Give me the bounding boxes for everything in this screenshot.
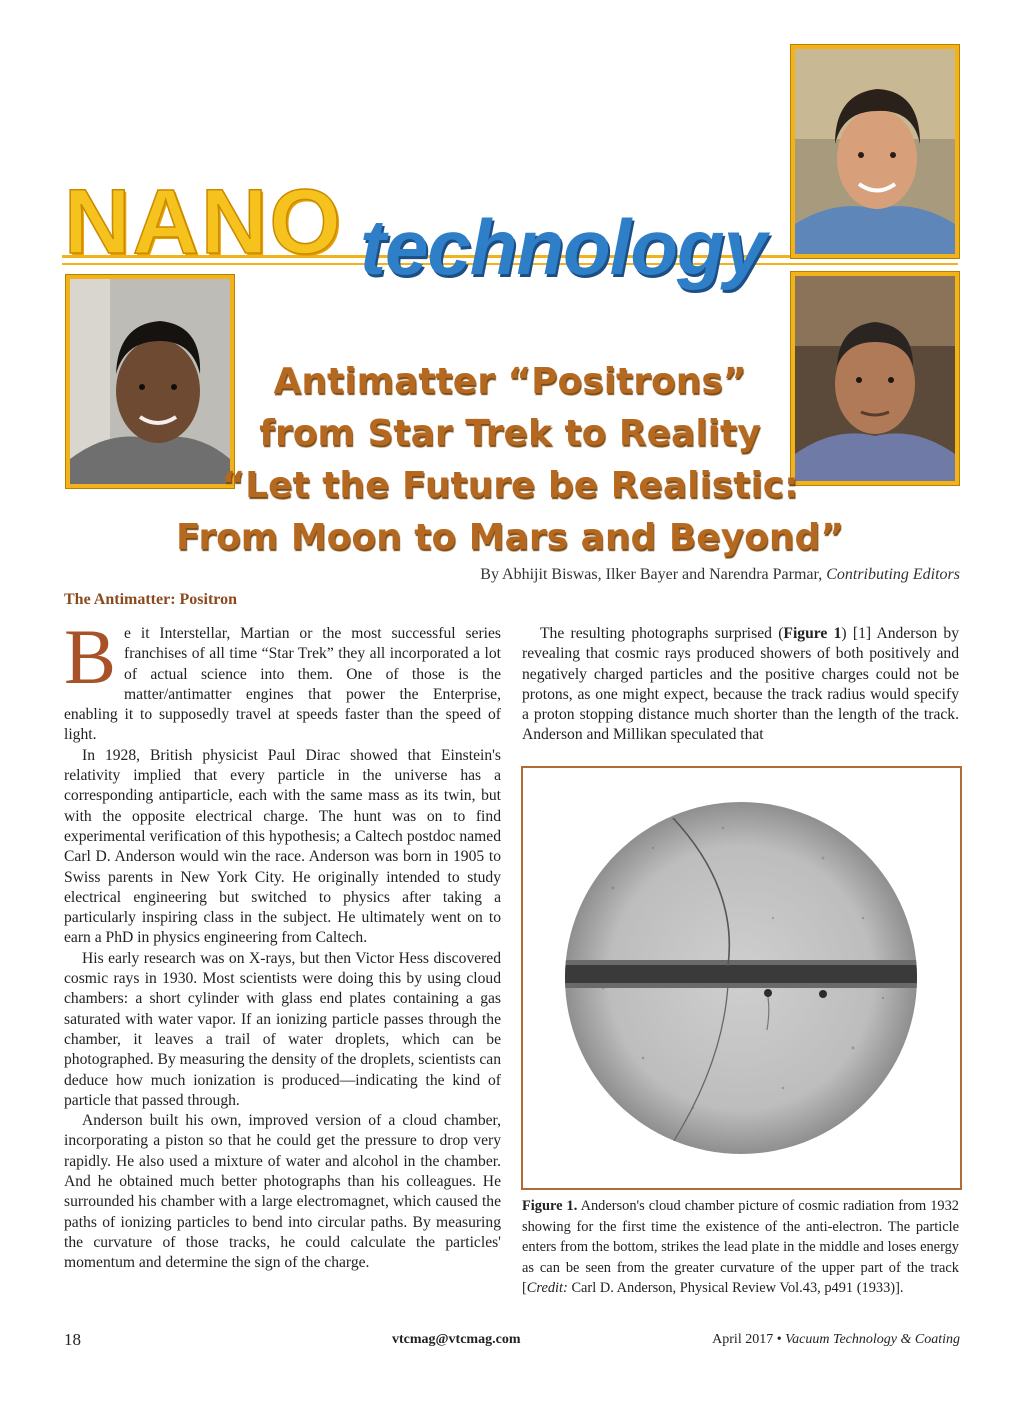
drop-cap: B (64, 613, 117, 700)
masthead-nano: NANO (64, 171, 343, 273)
paragraph: Anderson built his own, improved version of a cloud chamber, incorporating a piston so that he could get the pressure to drop very rapidly. He also used a mixture of water and alcohol in the chamber. And he obtained much better photographs than his colleagues. He surrounded his chamber with a large electromagnet, which caused the paths of ionizing particles to bend into circular paths. By measuring the curvature of those tracks, he could calculate the particles' momentum and determine the sign of the charge. (64, 1112, 501, 1272)
bullet-separator: • (776, 1332, 782, 1347)
title-line: From Moon to Mars and Beyond” (176, 517, 844, 558)
portrait-illustration (795, 49, 955, 254)
publication-name: Vacuum Technology & Coating (785, 1332, 960, 1347)
right-column (522, 624, 959, 746)
issue-date: April 2017 (712, 1332, 774, 1347)
footer-email: vtcmag@vtcmag.com (392, 1332, 521, 1347)
byline-authors: By Abhijit Biswas, Ilker Bayer and Narendra Parmar, (480, 566, 823, 583)
author-photo-top-right (791, 45, 959, 258)
figure-reference: Figure 1 (783, 625, 842, 642)
paragraph-text: The resulting photographs surprised ( (540, 625, 784, 642)
title-line: Antimatter “Positrons” (273, 361, 747, 402)
paragraph-text: e it Interstellar, Martian or the most successful series franchises of all time “Star Trek” they all incorporated a lot of actual science into them. One of those is the matter/antimatter engines that power the Enterprise, enabling it to supposedly travel at speeds faster than the speed of light. (64, 625, 501, 744)
left-column (64, 613, 501, 1274)
title-line: “Let the Future be Realistic: (221, 465, 799, 506)
caption-text: Carl D. Anderson, Physical Review Vol.43, p491 (1933)]. (567, 1280, 904, 1296)
paragraph (64, 613, 501, 746)
footer-issue (712, 1332, 960, 1348)
page-number: 18 (64, 1330, 81, 1349)
paragraph: In 1928, British physicist Paul Dirac showed that Einstein's relativity implied that every particle in the universe has a corresponding antiparticle, each with the same mass as its twin, but with the opposite electrical charge. The hunt was on to find experimental verification of this hypothesis; a Caltech postdoc named Carl D. Anderson would win the race. Anderson was born in 1905 to Swiss parents in New York City. He originally intended to study electrical engineering but switched to physics after taking a particularly inspiring class in the subject. He ultimately went on to earn a PhD in physics engineering from Caltech. (64, 746, 501, 947)
caption-text: Anderson's cloud chamber picture of cosmic radiation from 1932 showing for the first time the existence of the anti-electron. The particle enters from the bottom, strikes the lead plate in the middle and loses energy as can be seen from the greater curvature of the upper part of the track [ (522, 1198, 959, 1296)
byline-role: Contributing Editors (826, 566, 960, 583)
cloud-chamber-photo (523, 768, 960, 1188)
title-line: from Star Trek to Reality (259, 413, 761, 454)
byline (480, 566, 960, 584)
section-heading: The Antimatter: Positron (64, 591, 238, 608)
paragraph-text: ) [1] Anderson by revealing that cosmic rays produced showers of both positively and negatively charged particles and the positive charges could not be protons, as one might expect, because the track radius would specify a proton stopping distance much shorter than the length of the track. Anderson and Millikan speculated that (522, 625, 960, 744)
article-title (150, 356, 870, 564)
paragraph (522, 624, 959, 746)
figure-caption (522, 1196, 959, 1299)
caption-credit-label: Credit: (526, 1280, 568, 1296)
paragraph: His early research was on X-rays, but then Victor Hess discovered cosmic rays in 1930. Most scientists were doing this by using cloud chambers: a short cylinder with glass end plates containing a gas saturated with water vapor. If an ionizing particle passes through the chamber, it leaves a trail of water droplets, which can be photographed. By measuring the density of the droplets, scientists can deduce how much ionization is produced—indicating the kind of particle that passed through. (64, 949, 501, 1109)
figure-1-image (521, 766, 962, 1190)
masthead-technology: technology (360, 203, 767, 291)
figure-label: Figure 1. (522, 1198, 578, 1214)
